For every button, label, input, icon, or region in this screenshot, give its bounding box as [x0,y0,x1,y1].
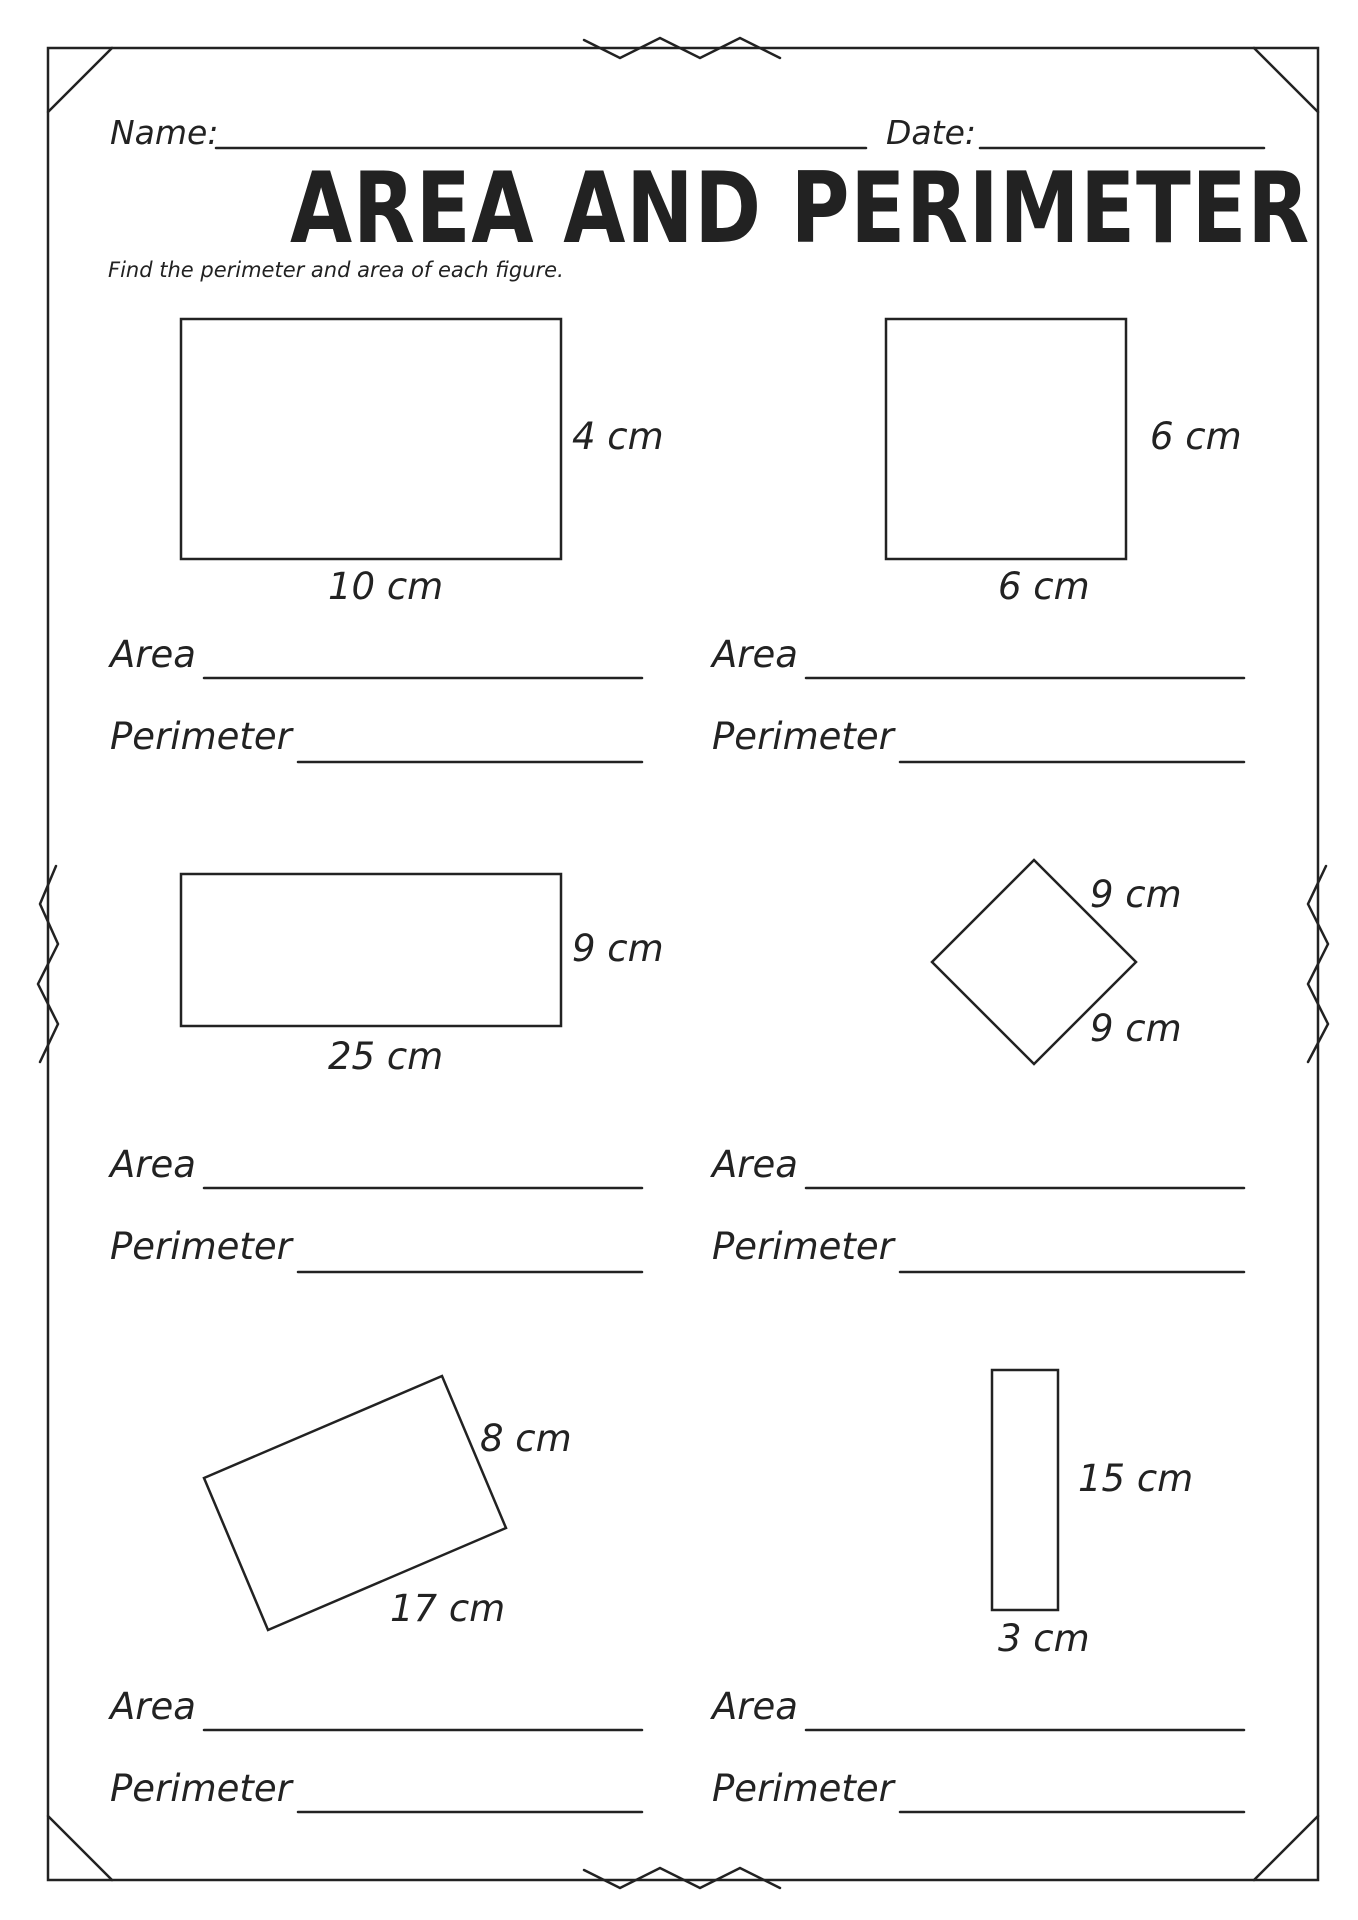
figure-square-2 [886,319,1126,559]
perimeter-label: Perimeter [110,715,292,758]
instructions: Find the perimeter and area of each figure. [108,258,564,282]
dimension-width: 3 cm [998,1617,1090,1660]
dimension-width: 10 cm [328,565,444,608]
corner-bottom-left [48,1816,112,1880]
dimension-width: 6 cm [998,565,1090,608]
area-label: Area [712,633,798,676]
area-label: Area [110,1143,196,1186]
dimension-short-side: 8 cm [480,1417,572,1460]
page-border [48,48,1318,1880]
area-label: Area [110,1685,196,1728]
corner-bottom-right [1254,1816,1318,1880]
perimeter-label: Perimeter [110,1767,292,1810]
dimension-long-side: 17 cm [390,1587,506,1630]
dimension-side-bottom: 9 cm [1090,1007,1182,1050]
perimeter-label: Perimeter [712,1225,894,1268]
page-title: AREA AND PERIMETER [290,152,1311,266]
area-label: Area [712,1685,798,1728]
area-label: Area [712,1143,798,1186]
dimension-height: 9 cm [572,927,664,970]
figure-rectangle-1 [181,319,561,559]
perimeter-label: Perimeter [712,1767,894,1810]
dimension-height: 6 cm [1150,415,1242,458]
name-label: Name: [110,113,219,152]
date-label: Date: [886,113,976,152]
zigzag-bottom [584,1868,780,1888]
perimeter-label: Perimeter [110,1225,292,1268]
area-label: Area [110,633,196,676]
figure-rectangle-3 [181,874,561,1026]
dimension-width: 25 cm [328,1035,444,1078]
corner-top-right [1254,48,1318,112]
figure-tall-rectangle-6 [992,1370,1058,1610]
dimension-side-top: 9 cm [1090,873,1182,916]
perimeter-label: Perimeter [712,715,894,758]
dimension-height: 15 cm [1078,1457,1194,1500]
dimension-height: 4 cm [572,415,664,458]
corner-top-left [48,48,112,112]
